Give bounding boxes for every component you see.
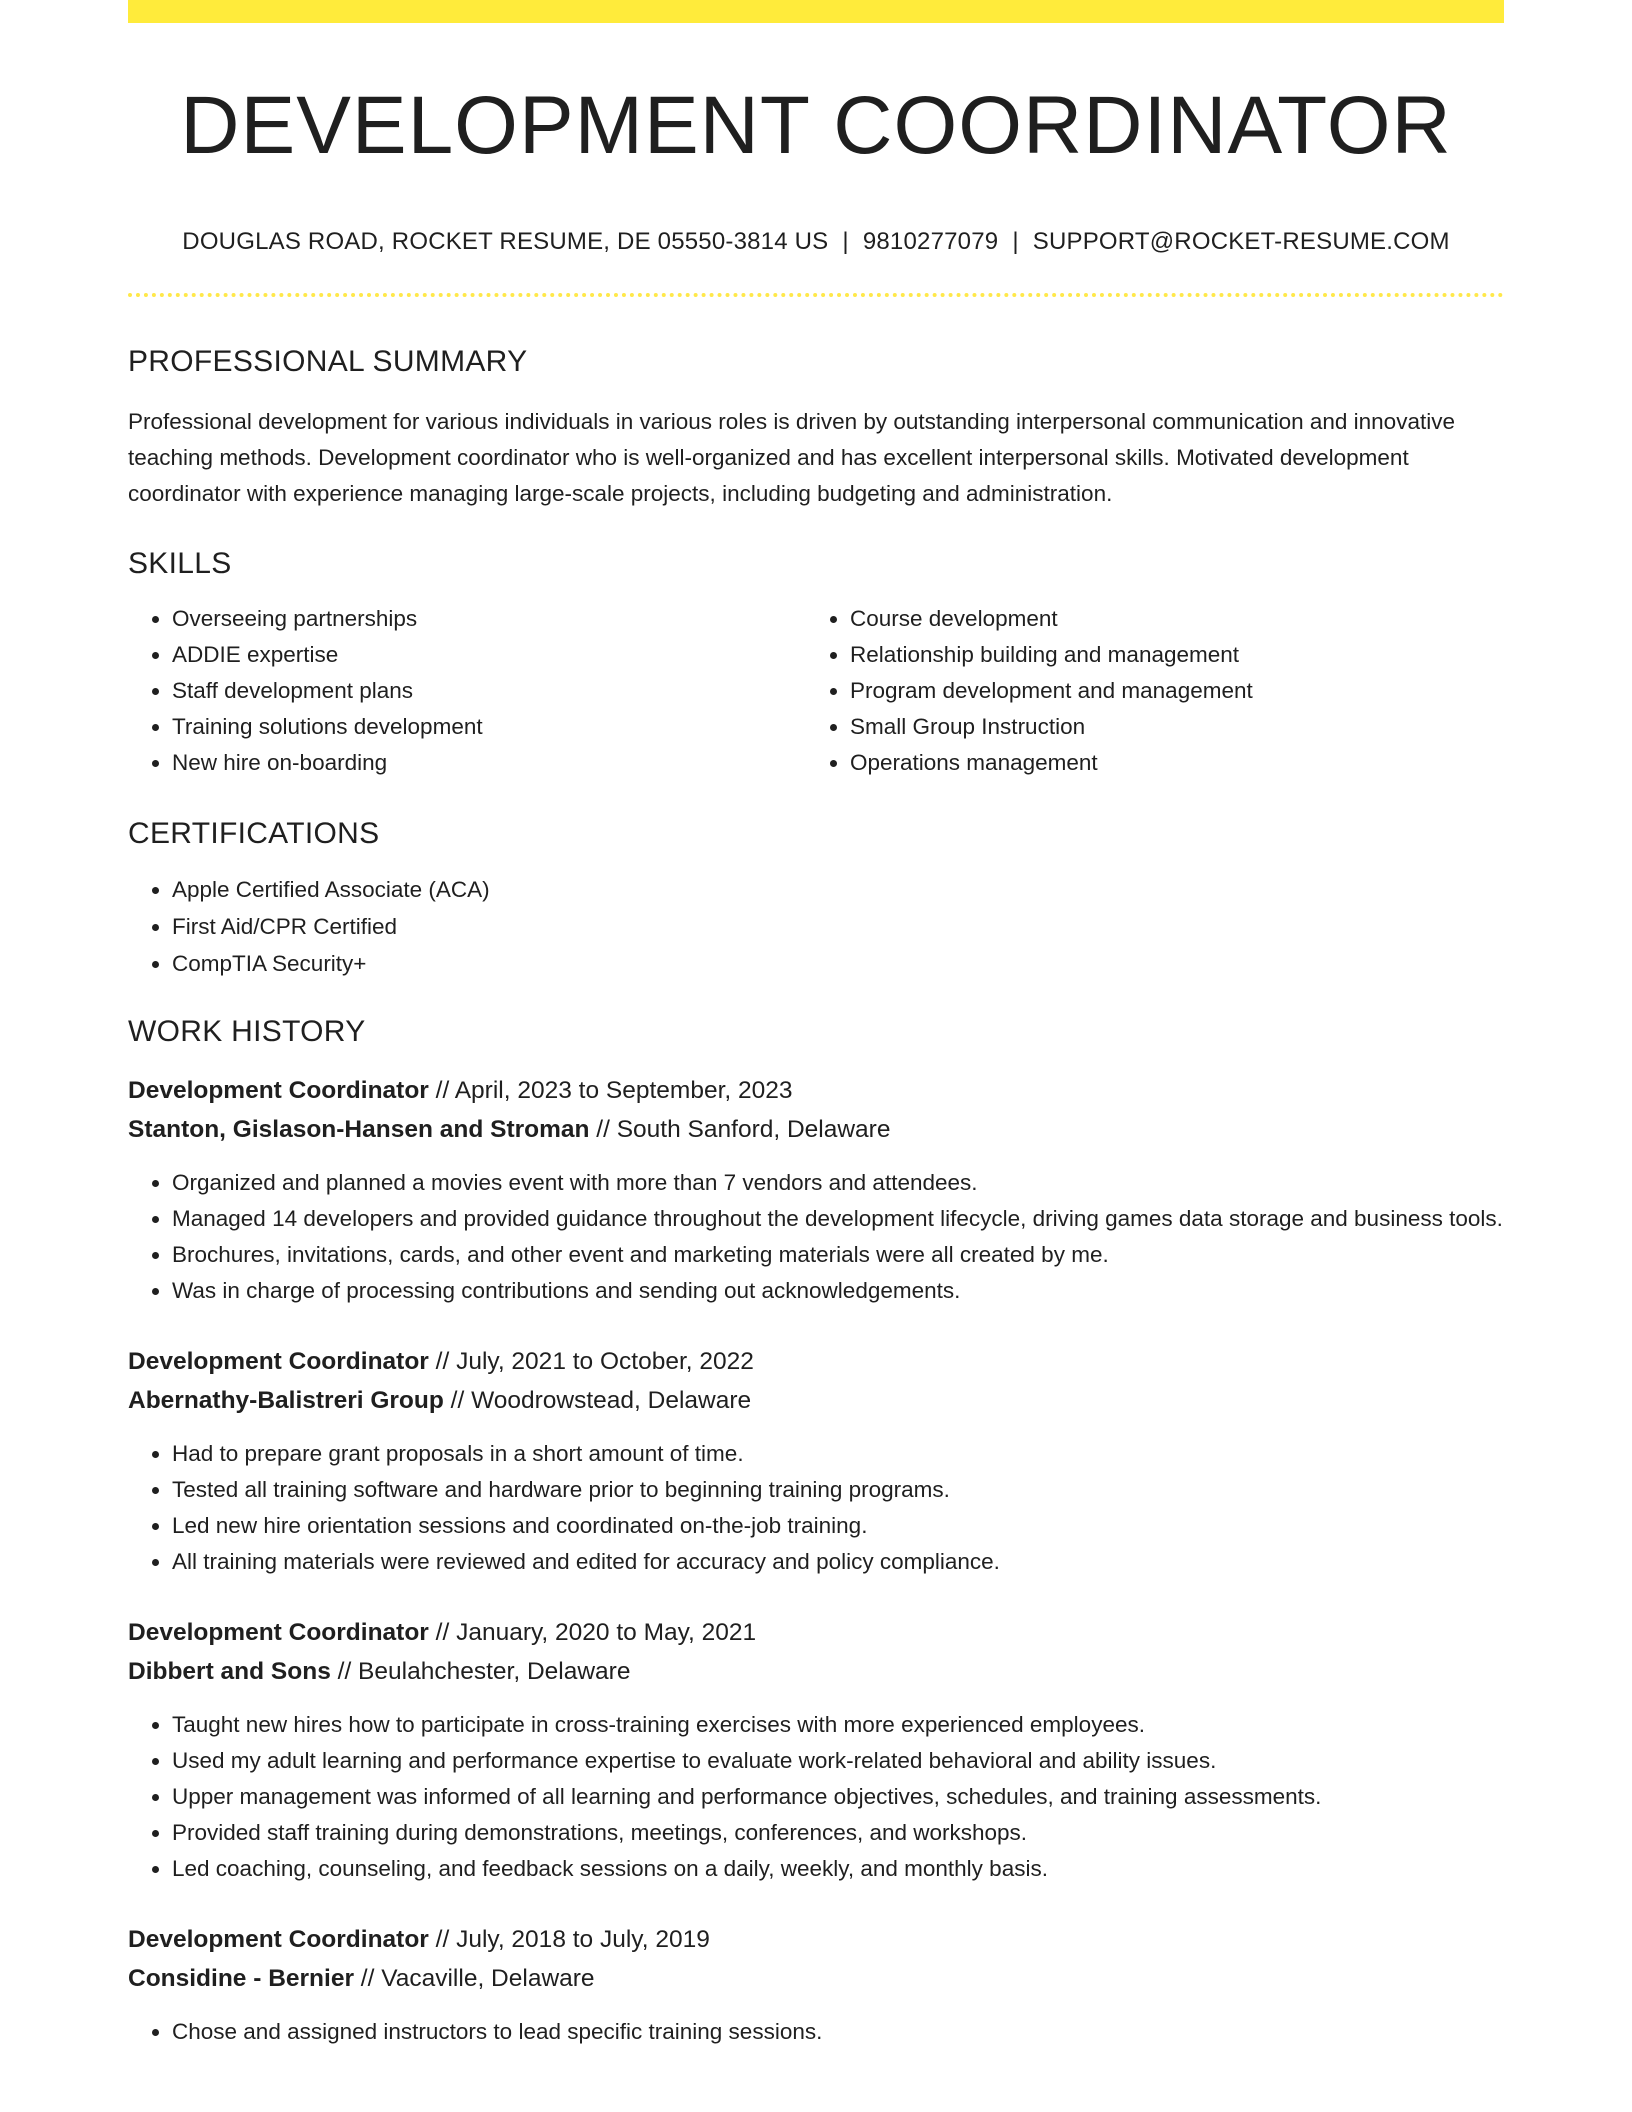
skills-left-column [128,601,806,781]
skills-grid [128,601,1504,781]
skill-item: • Staff development plans [172,673,806,709]
job-bullet: • Had to prepare grant proposals in a short amount of time. [172,1436,1504,1472]
skill-item: • ADDIE expertise [172,637,806,673]
job-bullet: • Organized and planned a movies event with more than 7 vendors and attendees. [172,1165,1504,1201]
skill-item: • Course development [850,601,1484,637]
job-bullet: • Was in charge of processing contributions and sending out acknowledgements. [172,1273,1504,1309]
skill-item: • Program development and management [850,673,1484,709]
skill-item: • Overseeing partnerships [172,601,806,637]
job-role: Development Coordinator [128,1348,429,1375]
dotted-divider [128,293,1504,297]
job-bullet: • All training materials were reviewed and edited for accuracy and policy compliance. [172,1544,1504,1580]
contact-separator: | [1012,228,1019,255]
certification-item: • Apple Certified Associate (ACA) [172,871,1504,908]
job-bullet: • Taught new hires how to participate in cross-training exercises with more experienced employees. [172,1707,1504,1743]
job-dates: // July, 2018 to July, 2019 [428,1926,710,1953]
job-location: // South Sanford, Delaware [589,1116,891,1143]
job-location: // Woodrowstead, Delaware [443,1387,752,1414]
job-role-line [128,1613,1504,1652]
job-bullet: • Led new hire orientation sessions and coordinated on-the-job training. [172,1508,1504,1544]
job-company-line [128,1959,1504,1998]
job-entry [128,1920,1504,2050]
job-dates: // January, 2020 to May, 2021 [428,1619,757,1646]
contact-line [128,230,1504,254]
contact-email: SUPPORT@ROCKET-RESUME.COM [1032,228,1450,255]
job-role-line [128,1920,1504,1959]
skills-right-column [806,601,1484,781]
job-bullet: • Managed 14 developers and provided guidance throughout the development lifecycle, driving games data storage and business tools. [172,1201,1504,1237]
certification-item: • CompTIA Security+ [172,945,1504,982]
job-company: Considine - Bernier [128,1965,354,1992]
job-bullet: • Led coaching, counseling, and feedback sessions on a daily, weekly, and monthly basis. [172,1851,1504,1887]
work-history-heading: WORK HISTORY [128,1015,366,1048]
resume-page [128,0,1504,2050]
skill-item: • Relationship building and management [850,637,1484,673]
job-company: Abernathy-Balistreri Group [128,1387,444,1414]
job-bullet: • Provided staff training during demonstrations, meetings, conferences, and workshops. [172,1815,1504,1851]
job-bullets [128,2014,1504,2050]
skill-item: • New hire on-boarding [172,745,806,781]
job-role-line [128,1342,1504,1381]
certification-item: • First Aid/CPR Certified [172,908,1504,945]
certifications-list [128,871,1504,982]
job-bullets [128,1436,1504,1580]
summary-heading: PROFESSIONAL SUMMARY [128,345,528,378]
job-dates: // July, 2021 to October, 2022 [428,1348,754,1375]
contact-phone: 9810277079 [862,228,999,255]
job-company-line [128,1652,1504,1691]
job-company-line [128,1110,1504,1149]
summary-text: Professional development for various individuals in various roles is driven by outstanding interpersonal communication and innovative teaching methods. Development coordinator who is well-organized and has excellent interpersonal skills. Motivated development coordinator with experience managing large-scale projects, including budgeting and administration. [128,409,1455,506]
job-entry [128,1342,1504,1580]
job-bullets [128,1165,1504,1309]
candidate-title: DEVELOPMENT COORDINATOR [180,80,1452,171]
job-company-line [128,1381,1504,1420]
job-dates: // April, 2023 to September, 2023 [428,1077,793,1104]
job-bullets [128,1707,1504,1887]
job-entry [128,1613,1504,1887]
contact-separator: | [842,228,849,255]
job-bullet: • Brochures, invitations, cards, and other event and marketing materials were all created by me. [172,1237,1504,1273]
job-company: Dibbert and Sons [128,1658,331,1685]
job-entry [128,1071,1504,1309]
job-bullet: • Upper management was informed of all learning and performance objectives, schedules, and training assessments. [172,1779,1504,1815]
job-bullet: • Chose and assigned instructors to lead specific training sessions. [172,2014,1504,2050]
job-role: Development Coordinator [128,1926,429,1953]
job-role: Development Coordinator [128,1077,429,1104]
job-role: Development Coordinator [128,1619,429,1646]
skill-item: • Operations management [850,745,1484,781]
skills-heading: SKILLS [128,547,232,580]
job-location: // Vacaville, Delaware [353,1965,595,1992]
certifications-heading: CERTIFICATIONS [128,817,380,850]
job-bullet: • Tested all training software and hardware prior to beginning training programs. [172,1472,1504,1508]
skill-item: • Training solutions development [172,709,806,745]
contact-address: DOUGLAS ROAD, ROCKET RESUME, DE 05550-3814 US [182,228,829,255]
skill-item: • Small Group Instruction [850,709,1484,745]
job-company: Stanton, Gislason-Hansen and Stroman [128,1116,590,1143]
job-location: // Beulahchester, Delaware [330,1658,631,1685]
job-role-line [128,1071,1504,1110]
job-bullet: • Used my adult learning and performance expertise to evaluate work-related behavioral and ability issues. [172,1743,1504,1779]
accent-bar [128,0,1504,23]
